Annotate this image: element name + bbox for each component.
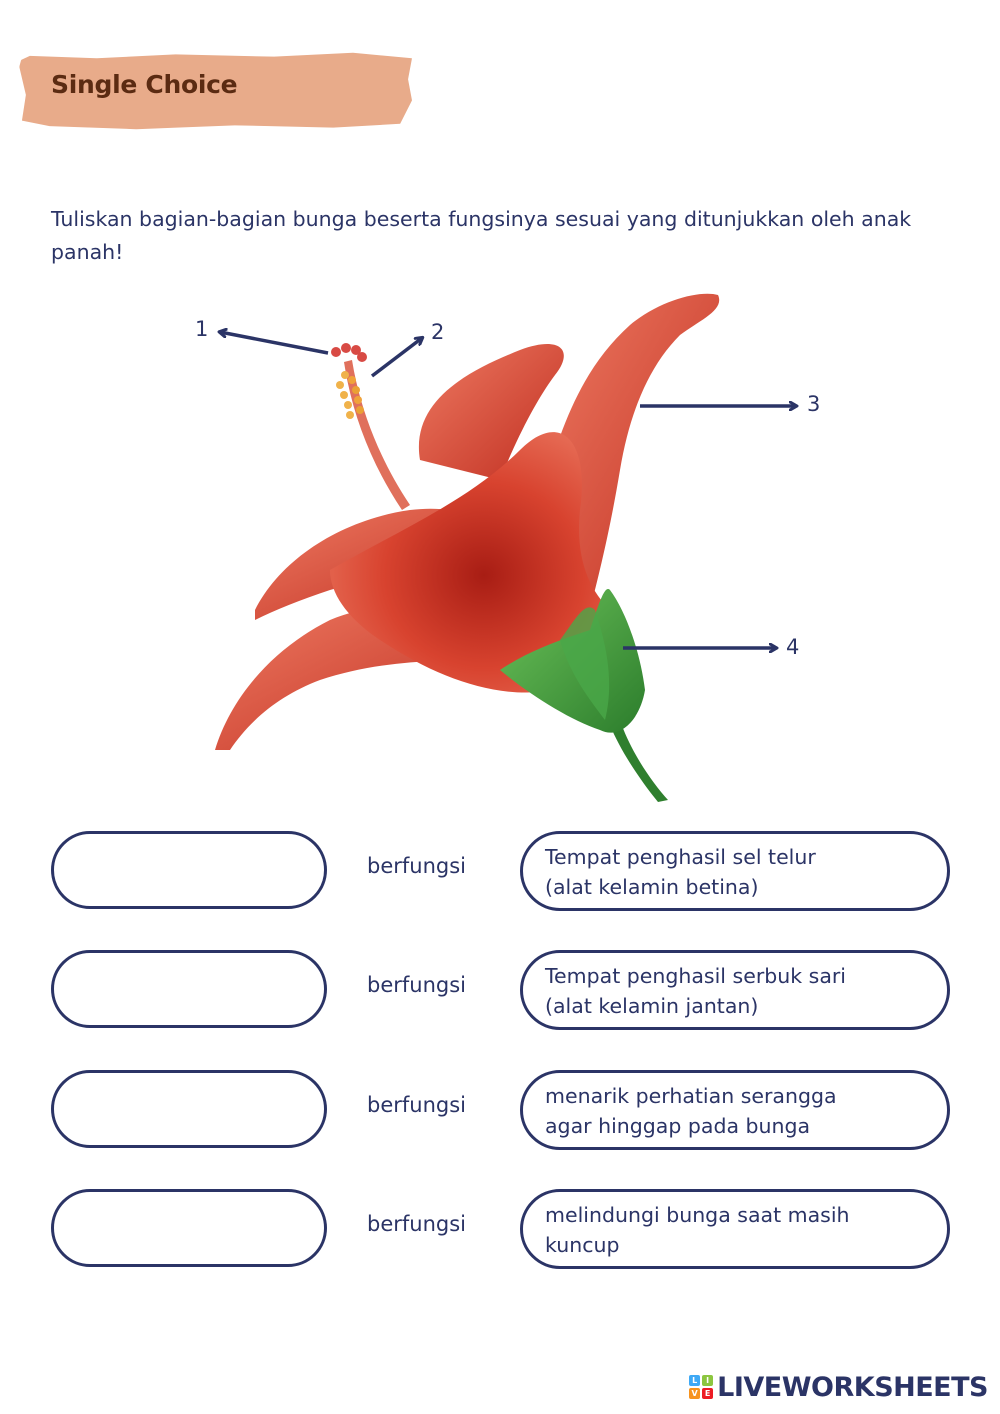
function-box-3 bbox=[520, 1070, 950, 1150]
connector-label: berfungsi bbox=[367, 1212, 467, 1236]
arrow-1 bbox=[220, 332, 328, 353]
anthers bbox=[336, 371, 364, 419]
function-text: (alat kelamin betina) bbox=[545, 875, 759, 899]
instruction-text: Tuliskan bagian-bagian bunga beserta fungsinya sesuai yang ditunjukkan oleh anak panah! bbox=[51, 207, 912, 264]
label-2: 2 bbox=[431, 320, 445, 344]
answer-input-2[interactable] bbox=[51, 950, 327, 1028]
flower-diagram bbox=[0, 280, 1000, 810]
answer-row bbox=[0, 1070, 1000, 1152]
answer-row bbox=[0, 831, 1000, 913]
brand-text: LIVEWORKSHEETS bbox=[717, 1371, 988, 1403]
function-text: Tempat penghasil serbuk sari bbox=[545, 964, 847, 988]
label-4: 4 bbox=[786, 635, 800, 659]
liveworksheets-logo[interactable] bbox=[689, 1370, 988, 1404]
answer-input-1[interactable] bbox=[51, 831, 327, 909]
function-text: melindungi bunga saat masih bbox=[545, 1203, 850, 1227]
answer-input-3[interactable] bbox=[51, 1070, 327, 1148]
page-title: Single Choice bbox=[51, 70, 238, 99]
connector-label: berfungsi bbox=[367, 854, 467, 878]
function-text: kuncup bbox=[545, 1233, 620, 1257]
answer-input-4[interactable] bbox=[51, 1189, 327, 1267]
label-3: 3 bbox=[807, 392, 821, 416]
function-box-1 bbox=[520, 831, 950, 911]
hibiscus-illustration bbox=[0, 280, 1000, 810]
function-box-4 bbox=[520, 1189, 950, 1269]
arrow-2 bbox=[372, 338, 422, 376]
liveworksheets-icon: L I V E bbox=[689, 1375, 713, 1399]
function-text: (alat kelamin jantan) bbox=[545, 994, 759, 1018]
stem bbox=[610, 720, 668, 802]
function-text: agar hinggap pada bunga bbox=[545, 1114, 811, 1138]
function-text: menarik perhatian serangga bbox=[545, 1084, 837, 1108]
function-box-2 bbox=[520, 950, 950, 1030]
connector-label: berfungsi bbox=[367, 1093, 467, 1117]
label-1: 1 bbox=[195, 317, 209, 341]
answer-row bbox=[0, 1189, 1000, 1271]
function-text: Tempat penghasil sel telur bbox=[545, 845, 816, 869]
connector-label: berfungsi bbox=[367, 973, 467, 997]
answer-row bbox=[0, 950, 1000, 1032]
stigma bbox=[331, 343, 367, 362]
